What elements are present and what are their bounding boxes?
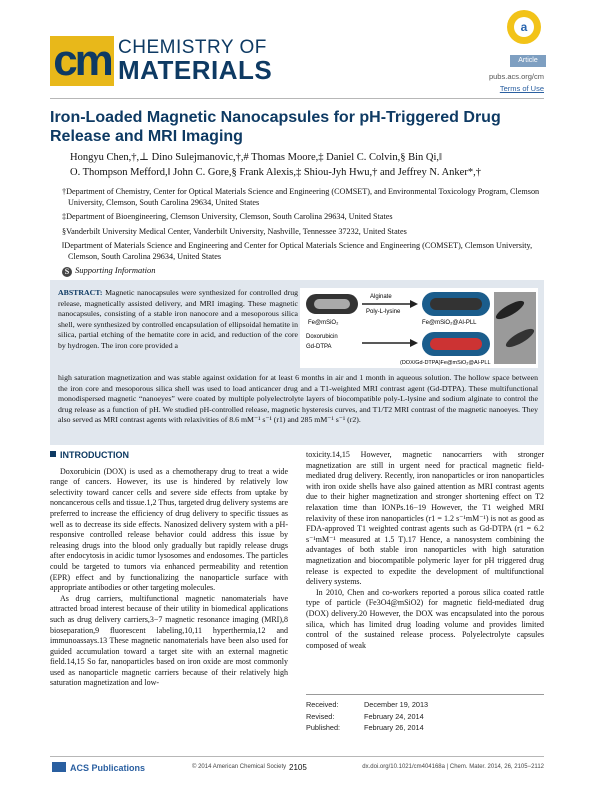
body-paragraph: toxicity.14,15 However, magnetic nanocarriers with stronger magnetization are still in urgent need for practical magnetic field-mediated drug delivery. Recently, iron nanoparticles or iron nanoparticles with iron oxide shells have also gained attention as MRI contrast agents due to their higher magnetization and stronger shortening effect on T2 relaxation time than IONPs.16−19 However, the T1 weighed MRI relaxivity of these iron nanoparticles (r1 = 1.2 s⁻¹mM⁻¹) is not as good as FDA-approved T1 weighted contrast agents such as Gd-DTPA (r1 = 6.2 s⁻¹mM⁻¹ measured at 1.5 T).17 Hence, a nanosystem combining the advantages of both stable iron nanoparticles with high saturation magnetization and biocompatible polymeric layer for pH triggered drug release is expected to expedite the development of multifunctional delivery systems.	[306, 450, 544, 587]
publication-dates	[306, 694, 544, 734]
section-bullet-icon	[50, 451, 56, 457]
journal-name-line1: CHEMISTRY OF	[118, 37, 267, 58]
open-access-icon: a	[507, 10, 541, 44]
date-row	[306, 722, 544, 734]
doi-citation[interactable]: dx.doi.org/10.1021/cm404168a | Chem. Mater. 2014, 26, 2105−2112	[362, 764, 544, 770]
nanocapsule-schematic	[300, 288, 538, 368]
publisher-logo[interactable]	[52, 762, 145, 773]
author-line: Hongyu Chen,†,⊥ Dino Sulejmanovic,†,# Thomas Moore,‡ Daniel C. Colvin,§ Bin Qi,‖	[70, 152, 442, 163]
page-number: 2105	[289, 763, 307, 772]
article-title: Iron-Loaded Magnetic Nanocapsules for pH-Triggered Drug Release and MRI Imaging	[50, 109, 501, 145]
introduction-heading	[50, 450, 288, 461]
author-line: O. Thompson Mefford,‖ John C. Gore,§ Frank Alexis,‡ Shiou-Jyh Hwu,† and Jeffrey N. Anker*,†	[70, 167, 481, 178]
affiliation: ‡Department of Bioengineering, Clemson University, Clemson, South Carolina 29634, United States	[62, 212, 393, 222]
copyright: © 2014 American Chemical Society	[192, 764, 287, 770]
date-label: Published:	[306, 723, 341, 732]
fe-pll-label: Fe@mSiO₂@Al-PLL	[422, 320, 477, 326]
fe-msio2-label: Fe@mSiO₂	[308, 320, 339, 326]
date-row	[306, 699, 544, 711]
dox-full-label: (DOX/Gd-DTPA)Fe@mSiO₂@Al-PLL	[400, 360, 491, 366]
abstract-label: ABSTRACT:	[58, 288, 103, 297]
capsule-core-1	[314, 299, 350, 309]
pll-label: Poly-L-lysine	[366, 309, 401, 315]
supporting-info-label: Supporting Information	[75, 265, 156, 275]
abstract-second-part: high saturation magnetization and was stable against oxidation for at least 6 months in air and 1 month in aqueous solution. The hollow space between the iron core and mesoporous silica shell was used to load anticancer drug and a T1-weighted MRI contrast agent (Gd-DTPA). These multifunctional monodispersed magnetic “nanoeyes” were coated by multiple polyelectrolyte layers of biocompatible poly-L-lysine and sodium alginate to control the drug release as a function of pH. We studied pH-controlled release, magnetic hysteresis curves, and T1/T2 MRI contrast of the magnetic nanoeyes. They also served as MRI contrast agents with relaxivities of 8.6 mM⁻¹ s⁻¹ (r1) and 285 mM⁻¹ s⁻¹ (r2).	[58, 373, 538, 425]
alginate-label: Alginate	[370, 294, 392, 300]
arrow-2-head	[410, 339, 418, 347]
arrow-1-head	[410, 300, 418, 308]
date-value: February 26, 2014	[364, 723, 424, 732]
journal-logo-text	[118, 38, 272, 83]
dox-label: Doxorubicin	[306, 334, 338, 340]
date-row	[306, 711, 544, 723]
supporting-information-link[interactable]	[62, 265, 156, 277]
journal-logo-mark: cm	[50, 36, 114, 86]
affiliations	[62, 186, 548, 265]
abstract-text: Magnetic nanocapsules were synthesized for controlled drug release, magnetically assisted delivery, and MRI imaging. These magnetic nanocapsules, consisting of a stable iron nanocore and a mesoporous silica shell, were synthesized by controlled encapsulation of ellipsoidal hematite in silica, partial etching of the hematite core in acid, and reduction of the core by hydrogen. The iron core provided a	[58, 288, 298, 350]
capsule-coated-core-1	[430, 298, 482, 310]
toc-graphic	[300, 288, 538, 368]
publisher-name: ACS Publications	[70, 763, 146, 773]
affiliation: ‖Department of Materials Science and Engineering and Center for Optical Materials Science and Engineering (COMSET), Clemson University, Clemson, South Carolina 29634, United States	[62, 240, 533, 262]
body-paragraph: In 2010, Chen and co-workers reported a porous silica coated rattle type of particle (Fe3O4@mSiO2) for magnetic field-mediated drug (DOX) delivery.20 However, the DOX was encapsulated into the porous silica, which has limited drug loading volume and provides limited control of the sustained release process. Polyelectrolyte capsules composed of weak	[306, 587, 544, 650]
article-type-tag: Article	[510, 55, 546, 67]
terms-of-use-link[interactable]: Terms of Use	[499, 84, 544, 93]
acs-icon	[52, 762, 66, 772]
affiliation: †Department of Chemistry, Center for Optical Materials Science and Engineering (COMSET), and Environmental Toxicology Program, Clemson University, Clemson, South Carolina 29634, United States	[62, 187, 540, 208]
introduction-heading-label: INTRODUCTION	[60, 450, 129, 460]
affiliation: §Vanderbilt University Medical Center, Vanderbilt University, Nashville, Tennessee 37232, United States	[62, 226, 407, 236]
supporting-info-icon: S	[62, 267, 72, 277]
gd-label: Gd-DTPA	[306, 344, 332, 350]
date-value: February 24, 2014	[364, 711, 424, 721]
date-label: Received:	[306, 700, 339, 709]
journal-name-line2: MATERIALS	[118, 55, 273, 85]
abstract-first-part	[58, 288, 298, 352]
author-list	[70, 150, 550, 180]
right-column	[306, 450, 544, 651]
journal-url[interactable]: pubs.acs.org/cm	[488, 72, 544, 81]
body-paragraph: Doxorubicin (DOX) is used as a chemotherapy drug to treat a wide range of cancers. However, its use is hindered by relatively low selectivity toward cancer cells and severe side effects from uptake by noncancerous cells and tissue.1,2 Thus, targeted drug delivery systems are preferred to increase the efficiency of drug delivery to specific tissues as well as to decrease its side effects. Nanosized delivery system with a pH-responsive controlled release behavior could address this issue by releasing drugs into the blood only gradually but rapidly release drugs after endocytosis in acidic tumor lysosomes and endosomes. The particles could be targeted to tumors via enhanced permeability and retention (EPR) effect and by functionalizing the nanoparticle surface with appropriate antibodies or other targeting molecules.	[50, 466, 288, 593]
capsule-loaded-core	[430, 338, 482, 350]
left-column	[50, 450, 288, 689]
date-value: December 19, 2013	[364, 700, 429, 709]
body-paragraph: As drug carriers, multifunctional magnetic nanomaterials have attracted broad interest because of their utility in biomedical applications such as drug delivery carriers,3−7 magnetic resonance imaging (MRI),8 bioseparation,9 fluorescent labeling,10,11 hyperthermia,12 and immunoassays.13 These magnetic nanomaterials have been also used for guided accumulation toward a target site with an external magnetic field.14,15 So far, nanoparticles based on iron oxide are most commonly used as nanoparticle magnetic carriers because of their relatively high saturation magnetization and low-	[50, 593, 288, 688]
footer-divider	[50, 756, 544, 757]
header-divider	[50, 98, 544, 99]
date-label: Revised:	[306, 711, 335, 721]
